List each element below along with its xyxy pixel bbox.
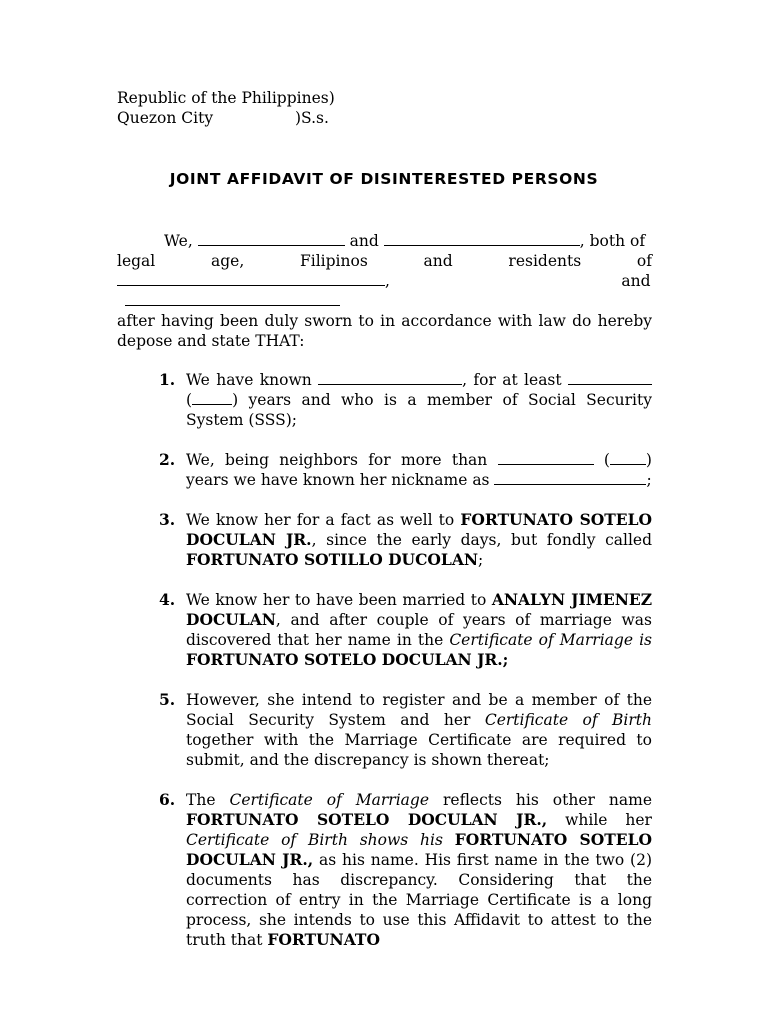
intro-line-3 — [117, 271, 652, 311]
list-item — [159, 690, 652, 770]
years-number-blank[interactable] — [192, 390, 232, 405]
item-text: ( — [603, 451, 610, 469]
item-text: ) — [645, 451, 652, 469]
list-item — [159, 510, 652, 570]
item-text: However, she intend to register and be a member of the Social Security System and her — [186, 691, 652, 729]
list-item — [159, 450, 652, 490]
intro-legal: legal — [117, 252, 156, 270]
intro-of: of — [636, 252, 652, 270]
item-emphasis: Certificate of Marriage — [229, 791, 430, 809]
venue-republic: Republic of the Philippines) — [117, 89, 335, 107]
venue-block — [117, 88, 335, 128]
item-text: We, being neighbors for more than — [186, 451, 488, 469]
item-number: 3. — [159, 510, 176, 529]
item-number: 6. — [159, 790, 176, 809]
list-item — [159, 590, 652, 670]
intro-comma: , — [385, 272, 390, 290]
residence-blank[interactable] — [117, 271, 385, 286]
item-number: 2. — [159, 450, 176, 469]
intro-filipinos: Filipinos — [300, 252, 368, 270]
item-emphasis: Certificate of Marriage is — [449, 631, 652, 649]
item-text: , since the early days, but fondly called — [311, 531, 653, 549]
name-blank-2[interactable] — [384, 231, 580, 246]
list-item — [159, 370, 652, 430]
intro-we: We, — [164, 232, 193, 250]
item-text: We know her for a fact as well to — [186, 511, 455, 529]
item-text: reflects his other name — [443, 791, 652, 809]
statements-list — [159, 370, 652, 970]
item-name: FORTUNATO SOTELO DOCULAN JR. — [186, 510, 653, 549]
years-words-blank[interactable] — [568, 370, 652, 385]
item-text: , and after couple of years of marriage was discovered that her name in the — [186, 611, 652, 649]
item-name: ANALYN JIMENEZ DOCULAN — [186, 590, 653, 629]
intro-age: age, — [211, 252, 245, 270]
neighbor-years-number-blank[interactable] — [610, 450, 646, 465]
intro-paragraph — [117, 231, 652, 351]
nickname-blank[interactable] — [494, 470, 646, 485]
item-number: 1. — [159, 370, 176, 389]
known-name-blank[interactable] — [318, 370, 462, 385]
item-text: We have known — [186, 371, 312, 389]
document-title: JOINT AFFIDAVIT OF DISINTERESTED PERSONS — [169, 170, 599, 188]
item-name: FORTUNATO SOTILLO DUCOLAN — [186, 550, 479, 569]
item-number: 5. — [159, 690, 176, 709]
neighbor-years-blank[interactable] — [498, 450, 594, 465]
venue-ss: )S.s. — [295, 109, 329, 127]
item-text: ( — [186, 391, 193, 409]
name-blank-1[interactable] — [198, 231, 345, 246]
item-text: while her — [565, 811, 652, 829]
intro-line-1 — [117, 231, 652, 251]
item-name: FORTUNATO SOTELO DOCULAN JR., — [186, 830, 652, 869]
item-text: , for at least — [462, 371, 562, 389]
item-text: together with the Marriage Certificate are required to submit, and the discrepancy is shown thereat; — [186, 731, 652, 769]
intro-and3: and — [621, 272, 651, 290]
item-name: FORTUNATO — [267, 930, 380, 949]
item-text: We know her to have been married to — [186, 591, 487, 609]
item-emphasis: Certificate of Birth shows his — [186, 831, 443, 849]
intro-line-2 — [117, 251, 652, 271]
intro-and: and — [349, 232, 379, 250]
item-text: ; — [646, 471, 652, 489]
intro-and2: and — [423, 252, 453, 270]
intro-residents: residents — [508, 252, 582, 270]
item-number: 4. — [159, 590, 176, 609]
intro-both-of: , both of — [579, 232, 646, 250]
item-text: ; — [478, 551, 484, 569]
item-name: FORTUNATO SOTELO DOCULAN JR., — [186, 810, 548, 829]
intro-line-4: after having been duly sworn to in accordance with law do hereby depose and state THAT: — [117, 312, 652, 350]
item-text: years we have known her nickname as — [186, 471, 490, 489]
item-name: FORTUNATO SOTELO DOCULAN JR.; — [186, 650, 509, 669]
item-text: as his name. His first name in the two (2) documents has discrepancy. Considering that the correction of entry in the Marriage Certificate is a long process, she intends to use this Affidavit to attest to the truth that — [186, 851, 653, 949]
item-text: ) years and who is a member of Social Security System (SSS); — [186, 391, 652, 429]
list-item — [159, 790, 652, 950]
name-blank-3[interactable] — [125, 291, 340, 306]
item-text: The — [186, 791, 216, 809]
venue-city: Quezon City — [117, 109, 214, 127]
item-emphasis: Certificate of Birth — [484, 711, 652, 729]
